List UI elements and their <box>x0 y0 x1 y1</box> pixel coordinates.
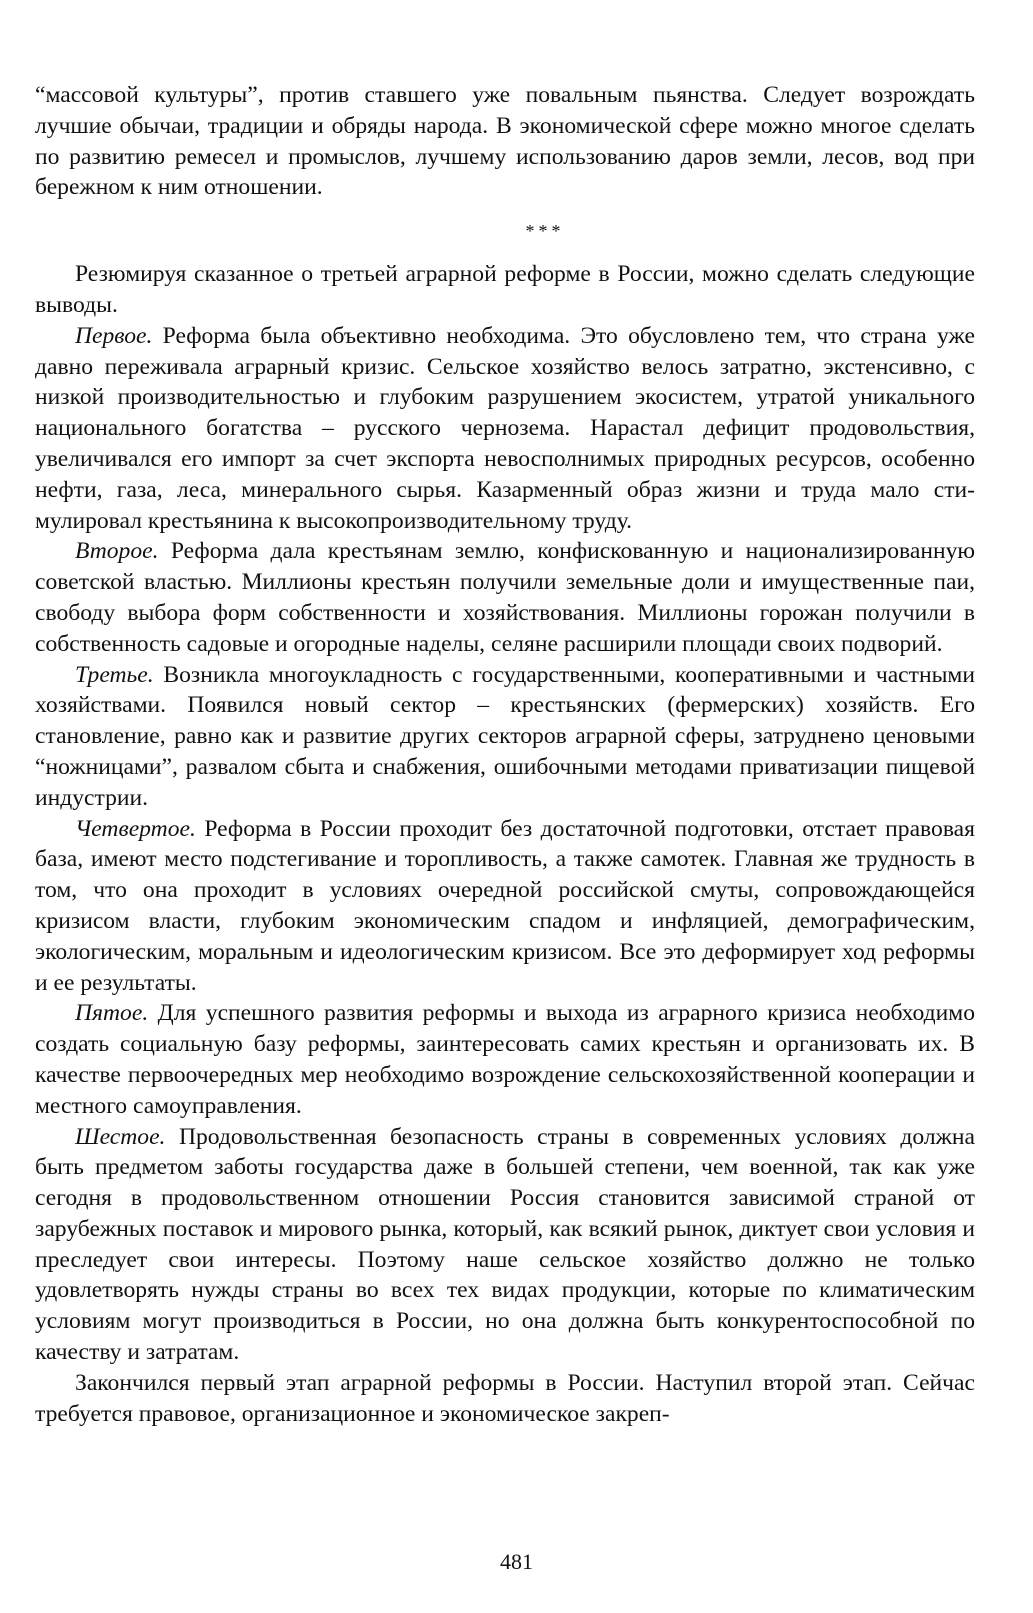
summary-intro: Резюмируя сказанное о третьей аграрной реформе в России, можно сделать следующие выводы. <box>35 261 975 318</box>
opening-paragraph: “массовой культуры”, против ставшего уже повальным пьянства. Следует возрождать лучшие обычаи, традиции и обряды народа. В экономической сфере можно многое сделать по развитию ремесел и промыслов, лучшему использованию даров земли, лесов, вод при бережном к ним отношении. <box>35 82 975 201</box>
conclusion-third <box>35 660 975 814</box>
conclusion-third-label: Третье. <box>75 661 154 688</box>
section-divider: *** <box>525 221 565 242</box>
conclusion-fifth-label: Пятое. <box>75 1000 149 1027</box>
conclusion-third-text: Возникла многоукладность с государственными, кооперативными и частными хозяйствами. Появился новый сектор – крестьянских (фермерских) хозяйств. Его становление, равно как и развитие других секторов аграрной сферы, затруднено ценовыми “ножницами”, развалом сбыта и снабжения, ошибочными методами приватизации пищевой индустрии. <box>35 661 975 811</box>
conclusion-fifth <box>35 998 975 1121</box>
conclusion-sixth <box>35 1122 975 1368</box>
conclusion-first <box>35 321 975 537</box>
conclusion-second <box>35 536 975 659</box>
conclusion-first-text: Реформа была объективно необходима. Это обусловлено тем, что страна уже давно переживала аграрный кризис. Сельское хозяйство велось затратно, экстенсивно, с низкой производительностью и глубоким разрушением экосистем, утратой уникального национального богатства – русского чернозема. Нарастал дефицит продовольствия, увеличивался его импорт за счет экспорта невосполнимых природных ресурсов, особенно нефти, газа, леса, минерального сырья. Казарменный образ жизни и труда мало стимулировал крестьянина к высокопроизводительному труду. <box>35 322 975 534</box>
conclusion-fourth <box>35 814 975 999</box>
page-number: 481 <box>500 1549 533 1574</box>
closing-paragraph: Закончился первый этап аграрной реформы в России. Наступил второй этап. Сейчас требуется правовое, организационное и экономическое закреп- <box>35 1369 975 1427</box>
conclusion-sixth-text: Продовольственная безопасность страны в современных условиях должна быть предметом заботы государства даже в большей степени, чем военной, так как уже сегодня в продовольственном отношении Россия становится зависимой страной от зарубежных поставок и мирового рынка, который, как всякий рынок, диктует свои условия и преследует свои интересы. Поэтому наше сельское хозяйство должно не только удовлетворять нужды страны во всех тех видах продукции, которые по климатическим условиям могут производиться в России, но она должна быть конкурентоспособной по качеству и затратам. <box>35 1123 975 1366</box>
conclusion-second-text: Реформа дала крестьянам землю, конфискованную и национализированную советской властью. Миллионы крестьян получили земельные доли и имущественные паи, свободу выбора форм собственности и хозяйствования. Миллионы горожан получили в собственность садовые и огородные наделы, селяне расширили площади своих подворий. <box>35 538 975 657</box>
page-body <box>35 80 975 1429</box>
conclusion-sixth-label: Шестое. <box>75 1123 166 1150</box>
conclusion-fourth-label: Четвертое. <box>75 815 196 842</box>
conclusion-second-label: Второе. <box>75 538 159 565</box>
conclusion-fifth-text: Для успешного развития реформы и выхода из аграрного кризиса необходимо создать социальную базу реформы, заинтересовать самих крестьян и организовать их. В качестве первоочередных мер необходимо возрождение сельскохозяйственной кооперации и местного самоуправления. <box>35 1000 975 1119</box>
conclusion-fourth-text: Реформа в России проходит без достаточной подготовки, отстает правовая база, имеют место подстегивание и торопливость, а также самотек. Главная же трудность в том, что она проходит в условиях очередной российской смуты, сопровождающейся кризисом власти, глубоким экономическим спадом и инфляцией, демографическим, экологическим, моральным и идеологическим кризисом. Все это деформирует ход реформы и ее результаты. <box>35 815 975 996</box>
conclusion-first-label: Первое. <box>75 322 153 349</box>
